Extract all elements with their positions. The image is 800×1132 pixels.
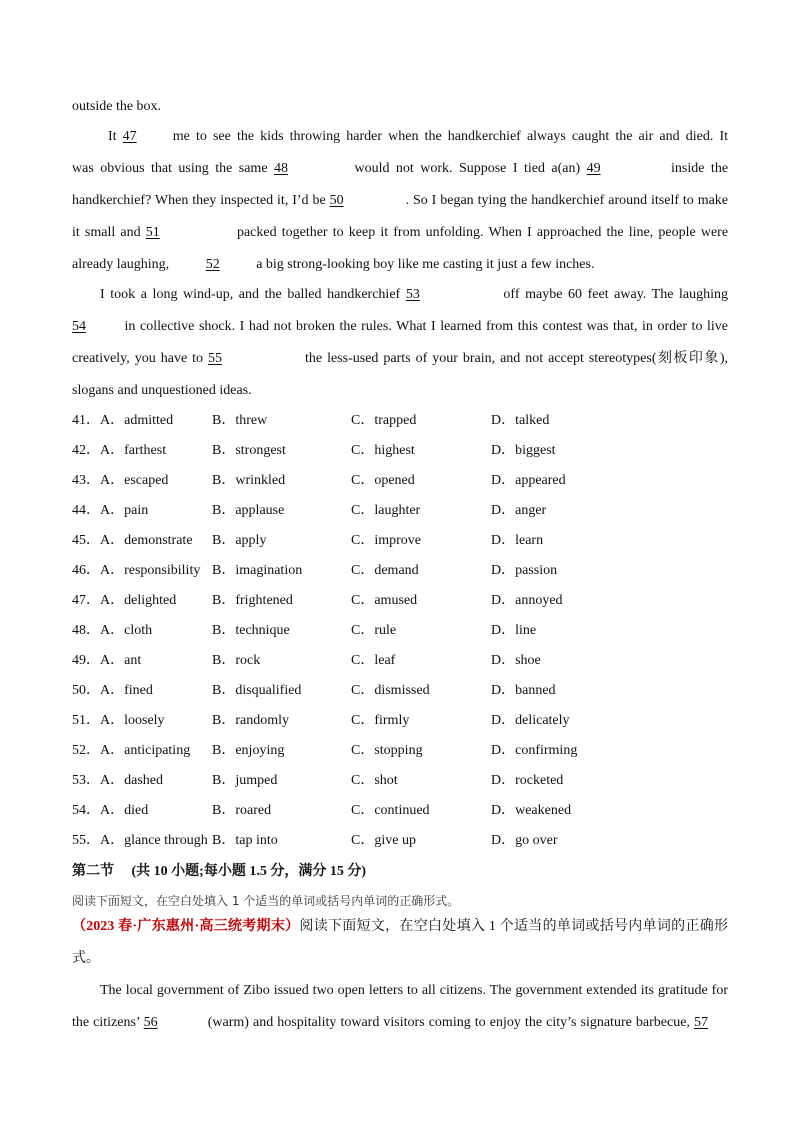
option-text: A．ant bbox=[100, 653, 142, 668]
question-number: 47． bbox=[72, 593, 100, 608]
text-line: outside the box. bbox=[72, 99, 162, 114]
option-choice bbox=[351, 562, 419, 580]
option-text: D．appeared bbox=[491, 473, 566, 488]
option-text: A．admitted bbox=[100, 413, 174, 428]
option-text: C．amused bbox=[351, 593, 418, 608]
option-choice bbox=[351, 592, 417, 610]
option-choice bbox=[212, 472, 285, 490]
option-choice bbox=[72, 532, 193, 550]
option-choice bbox=[72, 682, 153, 700]
text-span: creatively, you have to bbox=[72, 351, 204, 366]
option-choice bbox=[212, 682, 301, 700]
option-row bbox=[72, 412, 728, 430]
option-choice bbox=[491, 712, 570, 730]
option-choice bbox=[491, 562, 557, 580]
option-row bbox=[72, 472, 728, 490]
option-choice bbox=[491, 622, 536, 640]
option-choice bbox=[72, 712, 165, 730]
option-text: A．dashed bbox=[100, 773, 163, 788]
option-text: D．weakened bbox=[491, 803, 572, 818]
text-line bbox=[72, 350, 728, 368]
text-span: 式。 bbox=[72, 951, 100, 966]
option-row bbox=[72, 742, 728, 760]
option-choice bbox=[351, 832, 416, 850]
option-text: B．wrinkled bbox=[212, 473, 286, 488]
option-text: D．anger bbox=[491, 503, 547, 518]
option-choice bbox=[72, 442, 166, 460]
option-choice bbox=[212, 622, 290, 640]
text-span: inside the bbox=[671, 161, 729, 176]
option-text: B．tap into bbox=[212, 833, 278, 848]
option-choice bbox=[351, 772, 398, 790]
option-text: C．trapped bbox=[351, 413, 417, 428]
option-text: C．give up bbox=[351, 833, 416, 848]
option-choice bbox=[212, 832, 278, 850]
question-number: 53． bbox=[72, 773, 100, 788]
question-number: 55． bbox=[72, 833, 100, 848]
blank-50: 50 bbox=[329, 193, 344, 208]
option-choice bbox=[72, 502, 148, 520]
option-text: A．delighted bbox=[100, 593, 177, 608]
question-number: 48． bbox=[72, 623, 100, 638]
option-choice bbox=[351, 502, 420, 520]
option-text: C．firmly bbox=[351, 713, 410, 728]
option-text: A．responsibility bbox=[100, 563, 201, 578]
option-choice bbox=[351, 802, 430, 820]
option-text: A．glance through bbox=[100, 833, 208, 848]
text-span: a big strong-looking boy like me casting it just a few inches. bbox=[256, 257, 595, 272]
option-choice bbox=[212, 652, 260, 670]
option-choice bbox=[351, 412, 416, 430]
option-text: A．loosely bbox=[100, 713, 165, 728]
text-span: . So I began tying the handkerchief around itself to make bbox=[405, 193, 729, 208]
option-text: C．leaf bbox=[351, 653, 396, 668]
question-number: 46． bbox=[72, 563, 100, 578]
option-text: B．frightened bbox=[212, 593, 293, 608]
question-number: 52． bbox=[72, 743, 100, 758]
blank-48: 48 bbox=[274, 161, 288, 176]
option-text: A．escaped bbox=[100, 473, 169, 488]
question-number: 51． bbox=[72, 713, 100, 728]
option-text: C．opened bbox=[351, 473, 415, 488]
option-choice bbox=[351, 442, 415, 460]
text-span: (warm) and hospitality toward visitors coming to enjoy the city’s signature barbecue, bbox=[207, 1015, 690, 1030]
blank-53: 53 bbox=[405, 287, 420, 302]
text-span: me to see the kids throwing harder when the handkerchief always caught the air and died. It bbox=[172, 129, 729, 144]
question-number: 43． bbox=[72, 473, 100, 488]
option-text: B．randomly bbox=[212, 713, 289, 728]
option-text: D．talked bbox=[491, 413, 550, 428]
text-span: The local government of Zibo issued two open letters to all citizens. The government extended its gratitude for bbox=[100, 983, 728, 998]
option-text: D．banned bbox=[491, 683, 556, 698]
option-choice bbox=[491, 742, 577, 760]
source-instruction bbox=[72, 918, 728, 968]
option-choice bbox=[491, 802, 571, 820]
option-text: A．died bbox=[100, 803, 149, 818]
option-choice bbox=[72, 562, 200, 580]
text-span: handkerchief? When they inspected it, I’d be bbox=[72, 193, 326, 208]
option-choice bbox=[72, 472, 168, 490]
option-choice bbox=[491, 412, 549, 430]
text-line bbox=[72, 224, 728, 242]
option-text: C．stopping bbox=[351, 743, 423, 758]
option-text: B．roared bbox=[212, 803, 272, 818]
option-choice bbox=[491, 472, 566, 490]
text-span: off maybe 60 feet away. The laughing bbox=[503, 287, 729, 302]
option-text: D．annoyed bbox=[491, 593, 563, 608]
text-line bbox=[72, 318, 728, 336]
text-line bbox=[72, 192, 728, 210]
option-text: B．applause bbox=[212, 503, 285, 518]
text-line bbox=[72, 982, 728, 1000]
blank-51: 51 bbox=[145, 225, 160, 240]
option-row bbox=[72, 502, 728, 520]
text-line bbox=[72, 256, 594, 274]
text-span: the less-used parts of your brain, and not accept stereotypes(刻板印象), bbox=[305, 351, 729, 366]
text-span: I took a long wind-up, and the balled handkerchief bbox=[100, 287, 401, 302]
option-choice bbox=[351, 622, 396, 640]
text-line bbox=[72, 1014, 728, 1032]
source-tag: （2023 春·广东惠州·高三统考期末） bbox=[72, 919, 300, 934]
option-text: B．apply bbox=[212, 533, 267, 548]
option-text: D．shoe bbox=[491, 653, 541, 668]
option-row bbox=[72, 712, 728, 730]
option-choice bbox=[351, 532, 421, 550]
text-line: slogans and unquestioned ideas. bbox=[72, 383, 252, 398]
option-choice bbox=[212, 412, 267, 430]
option-text: B．disqualified bbox=[212, 683, 302, 698]
option-choice bbox=[72, 742, 190, 760]
option-text: C．demand bbox=[351, 563, 419, 578]
option-text: A．cloth bbox=[100, 623, 153, 638]
option-choice bbox=[72, 622, 152, 640]
option-choice bbox=[212, 742, 284, 760]
blank-57: 57 bbox=[694, 1015, 708, 1030]
option-choice bbox=[351, 682, 430, 700]
blank-54: 54 bbox=[72, 319, 86, 334]
option-choice bbox=[212, 712, 289, 730]
text-line bbox=[72, 286, 728, 304]
option-choice bbox=[72, 832, 208, 850]
option-text: B．technique bbox=[212, 623, 290, 638]
question-number: 44． bbox=[72, 503, 100, 518]
option-row bbox=[72, 832, 728, 850]
option-text: A．demonstrate bbox=[100, 533, 193, 548]
text-line bbox=[72, 160, 728, 178]
option-text: B．jumped bbox=[212, 773, 278, 788]
option-text: D．line bbox=[491, 623, 537, 638]
option-text: C．improve bbox=[351, 533, 421, 548]
option-text: B．rock bbox=[212, 653, 261, 668]
question-number: 42． bbox=[72, 443, 100, 458]
question-number: 45． bbox=[72, 533, 100, 548]
option-choice bbox=[351, 712, 409, 730]
option-choice bbox=[491, 832, 558, 850]
option-text: B．imagination bbox=[212, 563, 303, 578]
option-choice bbox=[212, 532, 266, 550]
option-text: C．laughter bbox=[351, 503, 421, 518]
option-text: B．enjoying bbox=[212, 743, 285, 758]
option-choice bbox=[212, 562, 302, 580]
option-choice bbox=[212, 502, 284, 520]
option-choice bbox=[491, 652, 541, 670]
option-text: C．dismissed bbox=[351, 683, 430, 698]
option-choice bbox=[351, 742, 423, 760]
blank-52: 52 bbox=[205, 257, 220, 272]
option-text: A．fined bbox=[100, 683, 153, 698]
text-span: packed together to keep it from unfolding. When I approached the line, people were bbox=[236, 225, 729, 240]
option-row bbox=[72, 442, 728, 460]
option-row bbox=[72, 592, 728, 610]
text-span: in collective shock. I had not broken the rules. What I learned from this contest was that, in order to live bbox=[124, 319, 728, 334]
option-text: A．pain bbox=[100, 503, 149, 518]
text-span: was obvious that using the same bbox=[72, 161, 268, 176]
option-text: D．go over bbox=[491, 833, 558, 848]
option-row bbox=[72, 652, 728, 670]
blank-55: 55 bbox=[208, 351, 223, 366]
option-choice bbox=[72, 592, 176, 610]
text-line bbox=[72, 128, 728, 146]
option-choice bbox=[72, 412, 173, 430]
option-text: D．delicately bbox=[491, 713, 570, 728]
option-choice bbox=[351, 652, 395, 670]
question-number: 41． bbox=[72, 413, 100, 428]
option-row bbox=[72, 562, 728, 580]
text-span: it small and bbox=[72, 225, 141, 240]
instruction: 阅读下面短文，在空白处填入 1 个适当的单词或括号内单词的正确形式。 bbox=[72, 894, 460, 908]
option-text: D．biggest bbox=[491, 443, 556, 458]
option-choice bbox=[491, 592, 563, 610]
text-span: already laughing, bbox=[72, 257, 170, 272]
option-text: D．confirming bbox=[491, 743, 578, 758]
blank-49: 49 bbox=[586, 161, 601, 176]
option-choice bbox=[212, 592, 293, 610]
section-title: 第二节 (共 10 小题;每小题 1.5 分，满分 15 分) bbox=[72, 864, 366, 879]
option-text: D．learn bbox=[491, 533, 544, 548]
option-text: A．anticipating bbox=[100, 743, 191, 758]
option-text: C．continued bbox=[351, 803, 430, 818]
option-row bbox=[72, 532, 728, 550]
option-row bbox=[72, 772, 728, 790]
question-number: 49． bbox=[72, 653, 100, 668]
option-text: C．shot bbox=[351, 773, 398, 788]
option-choice bbox=[212, 442, 286, 460]
option-text: B．strongest bbox=[212, 443, 286, 458]
text-span: 阅读下面短文，在空白处填入 1 个适当的单词或括号内单词的正确形 bbox=[299, 919, 729, 934]
text-span: the citizens’ bbox=[72, 1015, 140, 1030]
option-text: C．highest bbox=[351, 443, 415, 458]
blank-56: 56 bbox=[143, 1015, 158, 1030]
option-choice bbox=[491, 682, 556, 700]
option-text: C．rule bbox=[351, 623, 397, 638]
blank-47: 47 bbox=[122, 129, 137, 144]
option-row bbox=[72, 802, 728, 820]
option-choice bbox=[351, 472, 415, 490]
option-choice bbox=[72, 802, 148, 820]
text-span: would not work. Suppose I tied a(an) bbox=[354, 161, 581, 176]
question-number: 50． bbox=[72, 683, 100, 698]
text-span: It bbox=[108, 129, 117, 144]
option-row bbox=[72, 622, 728, 640]
option-text: D．rocketed bbox=[491, 773, 564, 788]
option-row bbox=[72, 682, 728, 700]
option-text: D．passion bbox=[491, 563, 558, 578]
option-text: B．threw bbox=[212, 413, 268, 428]
option-choice bbox=[212, 772, 277, 790]
option-choice bbox=[72, 772, 163, 790]
option-choice bbox=[491, 772, 563, 790]
option-choice bbox=[491, 502, 546, 520]
option-choice bbox=[491, 442, 556, 460]
option-choice bbox=[491, 532, 543, 550]
option-choice bbox=[212, 802, 271, 820]
option-choice bbox=[72, 652, 141, 670]
option-text: A．farthest bbox=[100, 443, 167, 458]
question-number: 54． bbox=[72, 803, 100, 818]
